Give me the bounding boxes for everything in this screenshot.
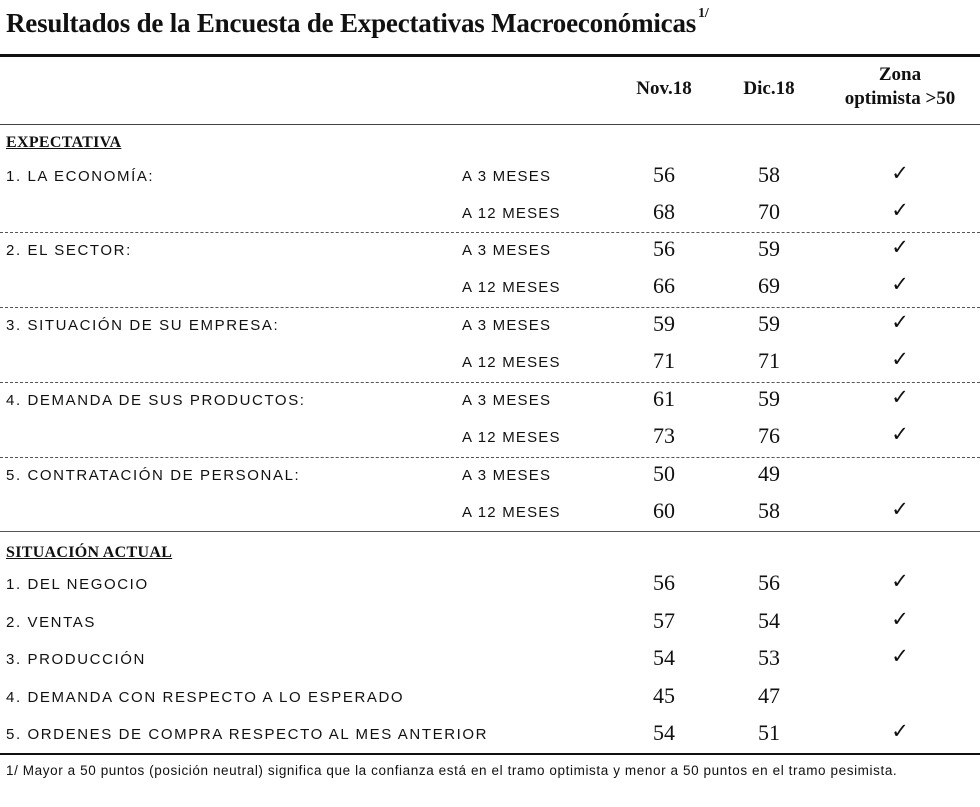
table-row [0, 384, 980, 420]
check-icon: ✓ [891, 385, 909, 409]
value-nov18: 60 [653, 498, 675, 523]
section-title: EXPECTATIVA [6, 134, 122, 151]
row-label: 5. CONTRATACIÓN DE PERSONAL: [6, 467, 301, 484]
value-nov18: 50 [653, 461, 675, 486]
page-title [6, 8, 709, 39]
check-icon: ✓ [891, 235, 909, 259]
table-row [0, 346, 980, 382]
value-nov18: 68 [653, 199, 675, 224]
header-rule [0, 124, 980, 125]
row-horizon: A 3 MESES [462, 467, 552, 484]
row-divider [0, 457, 980, 458]
value-nov18: 57 [653, 608, 675, 633]
row-divider [0, 307, 980, 308]
row-horizon: A 12 MESES [462, 354, 561, 371]
row-horizon: A 12 MESES [462, 205, 561, 222]
row-label: 2. VENTAS [6, 614, 96, 631]
title-footnote-ref: 1/ [698, 6, 709, 21]
header-zona-line1: Zona [878, 64, 922, 85]
row-label: 5. ORDENES DE COMPRA RESPECTO AL MES ANTERIOR [6, 726, 489, 743]
table-row [0, 421, 980, 457]
value-nov18: 56 [653, 162, 675, 187]
header-nov18: Nov.18 [636, 78, 692, 99]
table-row [0, 309, 980, 345]
value-dic18: 47 [758, 683, 780, 708]
value-dic18: 69 [758, 273, 780, 298]
table-row [0, 496, 980, 532]
value-dic18: 53 [758, 645, 780, 670]
value-dic18: 49 [758, 461, 780, 486]
value-dic18: 59 [758, 236, 780, 261]
header-zona-optimista [820, 63, 980, 111]
value-dic18: 58 [758, 498, 780, 523]
table-row [0, 160, 980, 196]
table-row [0, 459, 980, 495]
row-horizon: A 12 MESES [462, 429, 561, 446]
table-row [0, 271, 980, 307]
value-dic18: 71 [758, 348, 780, 373]
footnote: 1/ Mayor a 50 puntos (posición neutral) significa que la confianza está en el tramo optimista y menor a 50 puntos en el tramo pesimista. [6, 763, 898, 778]
table-row [0, 234, 980, 270]
value-dic18: 51 [758, 720, 780, 745]
section-divider [0, 531, 980, 532]
check-icon: ✓ [891, 272, 909, 296]
row-label: 1. LA ECONOMÍA: [6, 168, 155, 185]
title-text: Resultados de la Encuesta de Expectativas Macroeconómicas [6, 8, 697, 38]
value-nov18: 56 [653, 236, 675, 261]
check-icon: ✓ [891, 422, 909, 446]
row-label: 4. DEMANDA CON RESPECTO A LO ESPERADO [6, 689, 405, 706]
check-icon: ✓ [891, 719, 909, 743]
value-nov18: 59 [653, 311, 675, 336]
value-nov18: 71 [653, 348, 675, 373]
header-dic18: Dic.18 [743, 78, 795, 99]
row-label: 1. DEL NEGOCIO [6, 576, 149, 593]
check-icon: ✓ [891, 161, 909, 185]
check-icon: ✓ [891, 347, 909, 371]
value-nov18: 56 [653, 570, 675, 595]
check-icon: ✓ [891, 310, 909, 334]
table-row [0, 718, 980, 754]
row-label: 3. PRODUCCIÓN [6, 651, 146, 668]
value-dic18: 59 [758, 311, 780, 336]
check-icon: ✓ [891, 497, 909, 521]
top-rule [0, 54, 980, 57]
value-nov18: 61 [653, 386, 675, 411]
table-row [0, 197, 980, 233]
bottom-rule [0, 753, 980, 755]
value-dic18: 70 [758, 199, 780, 224]
table-row [0, 568, 980, 604]
value-dic18: 58 [758, 162, 780, 187]
row-divider [0, 232, 980, 233]
check-icon: ✓ [891, 198, 909, 222]
check-icon: ✓ [891, 569, 909, 593]
row-label: 2. EL SECTOR: [6, 242, 132, 259]
table-row [0, 643, 980, 679]
check-icon: ✓ [891, 607, 909, 631]
row-horizon: A 3 MESES [462, 317, 552, 334]
row-horizon: A 3 MESES [462, 242, 552, 259]
value-nov18: 73 [653, 423, 675, 448]
value-nov18: 66 [653, 273, 675, 298]
value-nov18: 54 [653, 645, 675, 670]
table-row [0, 681, 980, 717]
row-horizon: A 3 MESES [462, 392, 552, 409]
header-zona-line2: optimista >50 [844, 88, 956, 109]
value-nov18: 45 [653, 683, 675, 708]
row-label: 4. DEMANDA DE SUS PRODUCTOS: [6, 392, 306, 409]
value-dic18: 56 [758, 570, 780, 595]
row-horizon: A 12 MESES [462, 504, 561, 521]
value-dic18: 76 [758, 423, 780, 448]
row-label: 3. SITUACIÓN DE SU EMPRESA: [6, 317, 280, 334]
row-horizon: A 3 MESES [462, 168, 552, 185]
row-divider [0, 382, 980, 383]
row-horizon: A 12 MESES [462, 279, 561, 296]
value-dic18: 59 [758, 386, 780, 411]
section-title: SITUACIÓN ACTUAL [6, 544, 173, 561]
value-dic18: 54 [758, 608, 780, 633]
table-row [0, 606, 980, 642]
value-nov18: 54 [653, 720, 675, 745]
check-icon: ✓ [891, 644, 909, 668]
